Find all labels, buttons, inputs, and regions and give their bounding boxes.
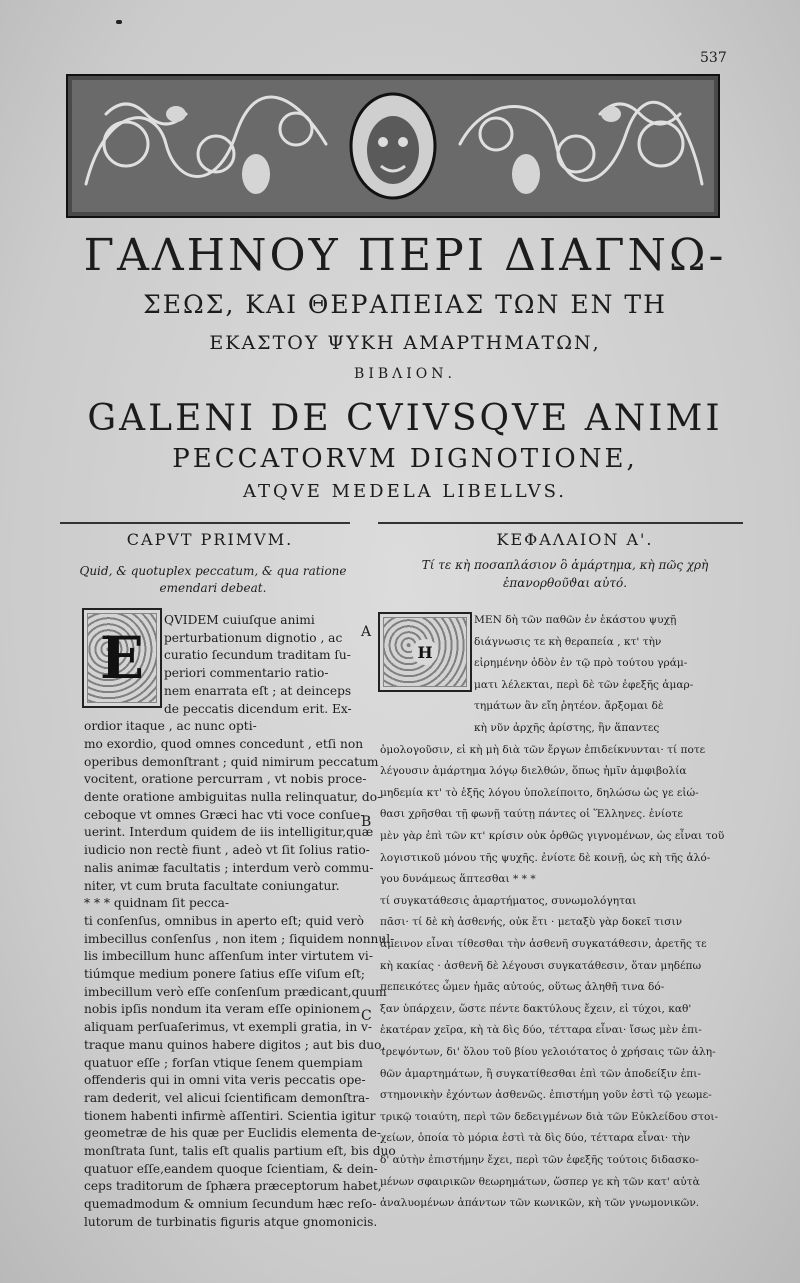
text-line: τί συγκατάθεσις ἁμαρτήματος, συνωμολόγηται bbox=[380, 894, 637, 907]
text-line: πεπεικότες ὦμεν ἡμᾶς αὐτούς, οὕτως ἀληθῆ τινα δό- bbox=[380, 981, 665, 994]
text-line: lutorum de turbinatis figuris atque gnomonicis. bbox=[84, 1214, 378, 1229]
greek-title-line-4: ΒΙΒΛΙΟΝ. bbox=[354, 366, 456, 382]
ink-mark bbox=[116, 20, 122, 24]
text-line: λέγουσιν ἁμάρτημα λόγῳ διελθών, ὅπως ἡμῖν ἀμφιβολία bbox=[380, 765, 687, 778]
text-line: mo exordio, quod omnes concedunt , etſi non bbox=[84, 736, 364, 751]
text-line: τημάτων ἂν εἴη ῥητέον. ἄρξομαι δὲ bbox=[474, 700, 664, 713]
text-line: ceps traditorum de ſphæra præceptorum habet, bbox=[84, 1179, 382, 1194]
margin-letter-b: B bbox=[361, 814, 372, 830]
text-line: quatuor eſſe ; forſan vtique ſenem quempiam bbox=[84, 1055, 363, 1070]
right-chapter-heading: ΚΕΦΑΛΑΙΟΝ Α'. bbox=[496, 530, 654, 549]
page-number: 537 bbox=[700, 50, 727, 66]
text-line: ξαν ὑπάρχειν, ὥστε πέντε δακτύλους ἔχειν, εἰ τύχοι, καθ' bbox=[380, 1002, 692, 1015]
latin-title-line-3: ATQVE MEDELA LIBELLVS. bbox=[242, 481, 568, 502]
text-line: tiúmque medium ponere ſatius eſſe viſum eſt; bbox=[84, 967, 365, 981]
text-line: κὴ κακίας · ἀσθενῆ δὲ λέγουσι συγκατάθεσιν, ὅταν μηδέπω bbox=[380, 959, 702, 972]
text-line: λογιστικοῦ μόνου τῆς ψυχῆς. ἐνίοτε δὲ κοινῇ, ὡς κὴ τῆς ἀλό- bbox=[380, 851, 711, 864]
text-line: nem enarrata eſt ; at deinceps bbox=[164, 683, 352, 698]
text-line: διάγνωσις τε κὴ θεραπεία , κτ' τὴν bbox=[474, 635, 662, 648]
text-line: ti conſenſus, omnibus in aperto eſt; quid verò bbox=[84, 913, 364, 928]
text-line: γου δυνάμεως ἅπτεσθαι * * * bbox=[380, 873, 536, 886]
text-line: perturbationum dignotio , ac bbox=[164, 630, 343, 645]
text-line: dente oratione ambiguitas nulla relinquatur, do- bbox=[84, 790, 382, 804]
text-line: τρικῷ τοιαύτη, περὶ τῶν δεδειγμένων διὰ τῶν Εὐκλείδου στοι- bbox=[380, 1110, 719, 1123]
text-line: δ' αὐτὴν ἐπιστήμην ἔχει, περὶ τῶν ἐφεξῆς τούτοις διδασκο- bbox=[380, 1154, 699, 1166]
text-line: ὁμολογοῦσιν, εἰ κὴ μὴ διὰ τῶν ἔργων ἐπιδείκνυνται· τί ποτε bbox=[380, 743, 706, 756]
margin-letter-a: A bbox=[361, 624, 372, 640]
text-line: curatio ſecundum traditam ſu- bbox=[164, 648, 351, 663]
text-line: ram dederit, vel alicui ſcientificam demonſtra- bbox=[84, 1090, 370, 1105]
text-line: de peccatis dicendum erit. Ex- bbox=[164, 701, 352, 716]
text-line: vocitent, oratione percurram , vt nobis proce- bbox=[84, 772, 367, 787]
text-line: tionem habenti infirmè aſſentiri. Scientia igitur bbox=[84, 1108, 376, 1123]
left-rule bbox=[60, 522, 350, 524]
text-line: aliquam perſuaſerimus, vt exempli gratia, in v- bbox=[84, 1020, 373, 1035]
text-line: operibus demonſtrant ; quid nimirum peccatum bbox=[84, 754, 379, 769]
text-line: πᾶσι· τί δὲ κὴ ἀσθενής, οὐκ ἔτι · μεταξὺ γὰρ δοκεῖ τισιν bbox=[380, 916, 683, 929]
text-line: imbecillum verò eſſe conſenſum prædicant,quum bbox=[84, 984, 387, 999]
text-line: εἰρημένην ὁδὸν ἐν τῷ πρὸ τούτου γράμ- bbox=[474, 657, 688, 670]
text-line: στημονικὴν ἐχόντων ἀσθενῶς. ἐπιστήμη γοῦν ἐστὶ τῷ γεωμε- bbox=[380, 1089, 712, 1102]
greek-title-line-1: ΓΑΛΗΝΟΥ ΠΕΡΙ ΔΙΑΓΝΩ- bbox=[83, 230, 727, 281]
text-line: niter, vt cum bruta facultate coniungatur. bbox=[84, 878, 340, 893]
text-line: ἀναλυομένων ἁπάντων τῶν κωνικῶν, κὴ τῶν γνωμονικῶν. bbox=[380, 1197, 700, 1210]
text-line: offenderis qui in omni vita veris peccatis ope- bbox=[84, 1073, 366, 1088]
text-line: imbecillus conſenſus , non item ; ſiquidem nonnul- bbox=[84, 931, 395, 946]
text-line: ἄμεινον εἶναι τίθεσθαι τὴν ἀσθενῆ συγκατάθεσιν, ἀρετῆς τε bbox=[380, 938, 707, 950]
drop-cap-letter: Η bbox=[412, 639, 438, 665]
text-line: quatuor eſſe,eandem quoque ſcientiam, & dein- bbox=[84, 1161, 378, 1176]
text-line: * * * quidnam ſit pecca- bbox=[84, 896, 230, 911]
greek-drop-cap bbox=[378, 612, 472, 692]
text-line: nalis animæ facultatis ; interdum verò commu- bbox=[84, 860, 374, 875]
text-line: ordior itaque , ac nunc opti- bbox=[84, 719, 257, 734]
latin-drop-cap bbox=[82, 608, 162, 708]
greek-title-line-3: ΕΚΑΣΤΟΥ ΨΥΚΗ ΑΜΑΡΤΗΜΑΤΩΝ, bbox=[209, 332, 601, 354]
text-line: ἑκατέραν χεῖρα, κὴ τὰ δὶς δύο, τέτταρα εἶναι· ἴσως μὲν ἐπι- bbox=[380, 1024, 702, 1037]
latin-title-line-1: GALENI DE CVIVSQVE ANIMI bbox=[87, 398, 723, 439]
right-chapter-summary bbox=[390, 556, 740, 592]
text-line: lis imbecillum hunc aſſenſum inter virtutem vi- bbox=[84, 949, 373, 964]
right-rule bbox=[378, 522, 743, 524]
drop-cap-letter: E bbox=[99, 624, 145, 692]
right-summary-line: ἐπανορθοῦϑαι αὐτό. bbox=[502, 576, 628, 590]
text-line: uerint. Interdum quidem de iis intelligitur,quæ bbox=[84, 825, 374, 840]
text-line: μηδεμία κτ' τὸ ἑξῆς λόγου ὑπολείποιτο, δηλώσω ὡς γε εἰώ- bbox=[380, 786, 699, 799]
text-line: geometræ de his quæ per Euclidis elementa de- bbox=[84, 1126, 381, 1141]
text-line: τρεψόντων, δι' ὅλου τοῦ βίου γελοιότατος ὁ χρήσαις τῶν ἀλη- bbox=[380, 1046, 716, 1058]
ornamental-headpiece bbox=[66, 74, 720, 218]
text-line: quemadmodum & omnium ſecundum hæc reſo- bbox=[84, 1197, 377, 1212]
text-line: κὴ νῦν ἀρχῆς ἀρίστης, ἣν ἅπαντες bbox=[474, 722, 660, 734]
left-chapter-heading: CAPVT PRIMVM. bbox=[126, 530, 294, 549]
text-line: iudicio non rectè fiunt , adeò vt ſit ſolius ratio- bbox=[84, 843, 370, 858]
text-line: μὲν γὰρ ἐπὶ τῶν κτ' κρίσιν οὐκ ὀρθῶς γιγνομένων, ὡς εἶναι τοῦ bbox=[380, 830, 725, 842]
left-chapter-summary: Quid, & quotuplex peccatum, & qua ratione emendari debeat. bbox=[79, 564, 347, 595]
text-line: monſtrata ſunt, talis eſt qualis partium eſt, bis duo bbox=[84, 1144, 396, 1158]
text-line: χείων, ὁποία τὸ μόρια ἐστὶ τὰ δὶς δύο, τέτταρα εἶναι· τὴν bbox=[380, 1132, 691, 1145]
text-line: QVIDEM cuiuſque animi bbox=[164, 613, 315, 627]
text-line: ΜΕΝ δὴ τῶν παθῶν ἐν ἑκάστου ψυχῇ bbox=[474, 614, 677, 626]
text-line: μένων σφαιρικῶν θεωρημάτων, ὥσπερ γε κὴ τῶν κατ' αὐτὰ bbox=[380, 1175, 700, 1188]
text-line: θασι χρῆσθαι τῇ φωνῇ ταύτῃ πάντες οἱ Ἕλληνες. ἐνίοτε bbox=[380, 808, 683, 821]
margin-letter-c: C bbox=[361, 1008, 372, 1024]
text-line: θῶν ἁμαρτημάτων, ἢ συγκατίθεσθαι ἐπὶ τῶν ἀποδείξιν ἐπι- bbox=[380, 1067, 701, 1080]
text-line: periori commentario ratio- bbox=[164, 666, 329, 681]
text-line: nobis ipſis nondum ita veram eſſe opinionem bbox=[84, 1002, 360, 1017]
text-line: traque manu quinos habere digitos ; aut bis duo, bbox=[84, 1037, 386, 1052]
greek-title-line-2: ΣΕΩΣ, ΚΑΙ ΘΕΡΑΠΕΙΑΣ ΤΩΝ ΕΝ ΤΗ bbox=[143, 290, 667, 319]
latin-title-line-2: PECCATORVM DIGNOTIONE, bbox=[172, 444, 638, 474]
text-line: ματι λέλεκται, περὶ δὲ τῶν ἐφεξῆς ἁμαρ- bbox=[474, 678, 694, 691]
right-summary-line: Τί τε κὴ ποσαπλάσιον ὃ ἁμάρτημα, κὴ πῶς χρὴ bbox=[421, 558, 709, 572]
text-line: ceboque vt omnes Græci hac vti voce conſue- bbox=[84, 807, 365, 822]
